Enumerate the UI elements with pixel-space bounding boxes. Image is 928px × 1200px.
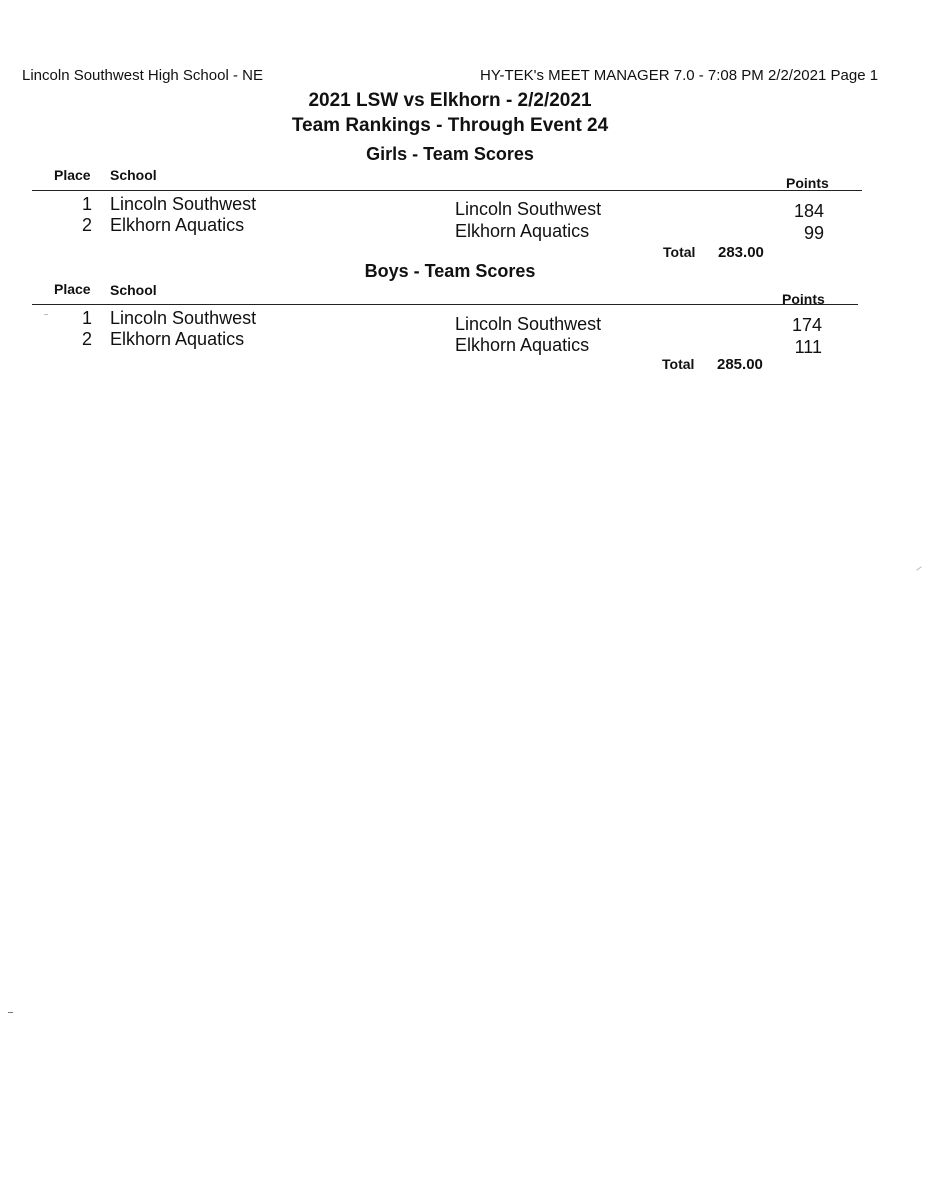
place-cell: 1 — [81, 308, 92, 328]
school-cell: Elkhorn Aquatics — [110, 215, 245, 235]
boys-total-label: Total — [662, 356, 695, 372]
team-cell: Lincoln Southwest — [455, 314, 602, 334]
boys-school-header: School — [110, 282, 157, 298]
header-software-info: HY-TEK's MEET MANAGER 7.0 - 7:08 PM 2/2/2021 Page 1 — [480, 67, 879, 84]
school-cell: Lincoln Southwest — [110, 308, 257, 328]
team-cell: Lincoln Southwest — [455, 199, 602, 219]
scan-speck — [916, 566, 921, 570]
scan-speck — [44, 314, 48, 315]
scan-speck — [8, 1012, 13, 1013]
school-cell: Lincoln Southwest — [110, 194, 257, 214]
points-cell: 184 — [793, 201, 824, 221]
girls-total-value: 283.00 — [718, 244, 764, 261]
girls-header-rule — [32, 190, 862, 191]
girls-total-label: Total — [663, 244, 696, 260]
team-cell: Elkhorn Aquatics — [455, 221, 590, 241]
girls-section-title: Girls - Team Scores — [366, 144, 534, 164]
boys-section-title: Boys - Team Scores — [364, 261, 536, 281]
school-cell: Elkhorn Aquatics — [110, 329, 245, 349]
boys-points-header: Points — [782, 291, 825, 307]
place-cell: 2 — [81, 329, 92, 349]
header-school-name: Lincoln Southwest High School - NE — [22, 67, 263, 84]
points-cell: 111 — [794, 337, 822, 357]
place-cell: 1 — [81, 194, 92, 214]
points-cell: 99 — [803, 223, 824, 243]
girls-place-header: Place — [54, 167, 91, 183]
meet-title: 2021 LSW vs Elkhorn - 2/2/2021 — [308, 90, 592, 111]
girls-school-header: School — [110, 167, 157, 183]
team-cell: Elkhorn Aquatics — [455, 335, 590, 355]
girls-points-header: Points — [786, 175, 829, 191]
boys-place-header: Place — [54, 281, 91, 297]
boys-total-value: 285.00 — [717, 356, 763, 373]
boys-header-rule — [32, 304, 858, 305]
place-cell: 2 — [81, 215, 92, 235]
report-title: Team Rankings - Through Event 24 — [291, 115, 609, 136]
points-cell: 174 — [791, 315, 822, 335]
